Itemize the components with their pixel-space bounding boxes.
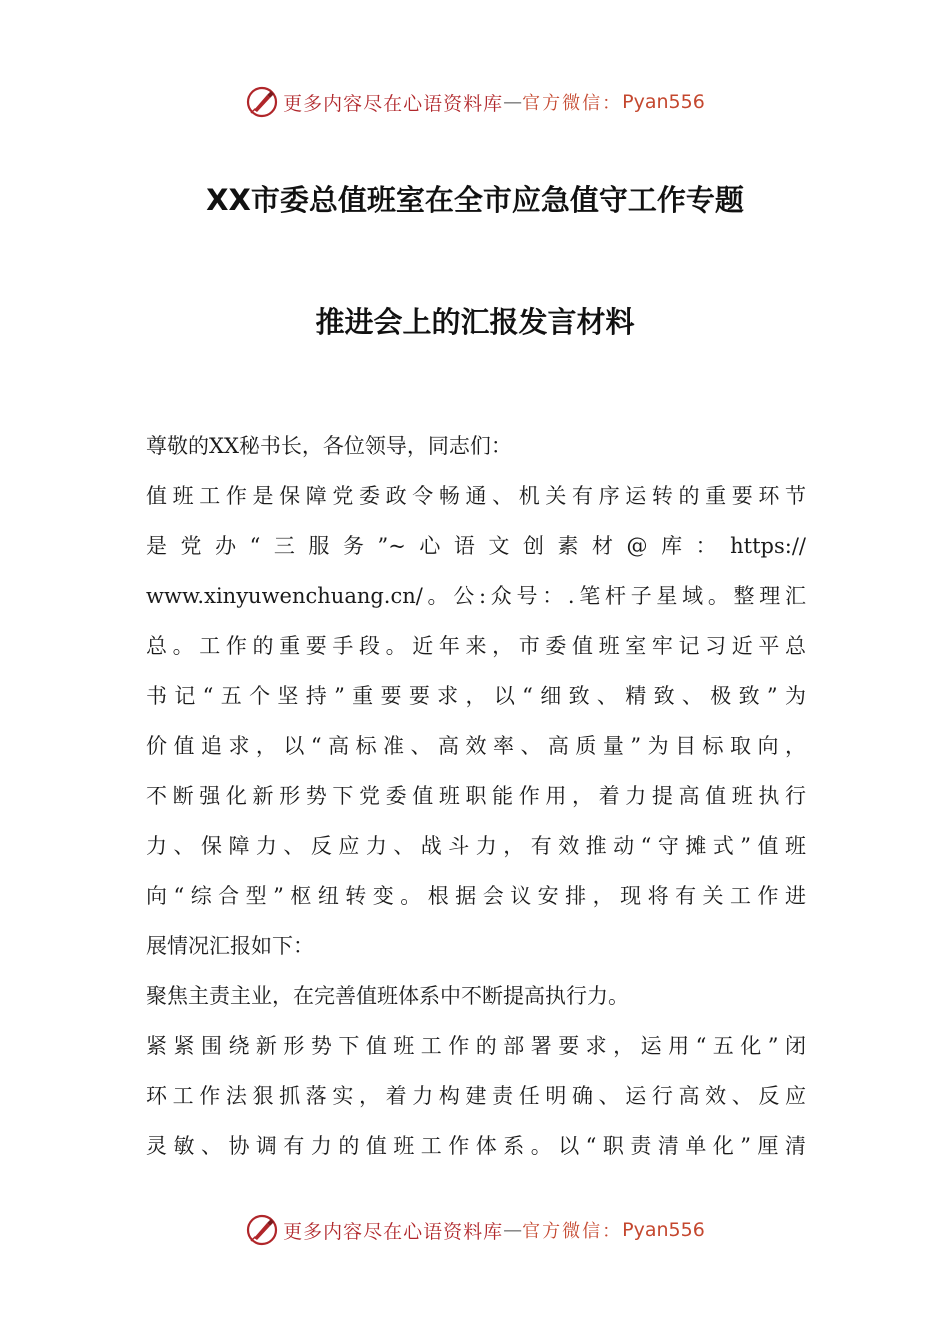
footer-watermark-banner [0,1210,950,1250]
body-line: 环工作法狠抓落实，着力构建责任明确、运行高效、反应 [146,1084,806,1108]
banner-wechat-label: 官方微信： [522,1221,623,1242]
body-line: 总。工作的重要手段。近年来，市委值班室牢记习近平总 [146,634,806,658]
banner-brand-text: 更多内容尽在心语资料库 [283,1220,504,1243]
banner-wechat-id: Pyan556 [622,1219,705,1241]
banner-dash: — [503,1219,523,1241]
body-line: 不断强化新形势下党委值班职能作用，着力提高值班执行 [146,784,806,808]
body-line: 价值追求，以“高标准、高效率、高质量”为目标取向， [146,734,806,758]
pen-logo-icon [245,85,279,119]
banner-wechat-id: Pyan556 [622,91,705,113]
body-line: 值班工作是保障党委政令畅通、机关有序运转的重要环节 [146,484,806,508]
document-title-line-2: 推进会上的汇报发言材料 [315,305,635,339]
header-watermark-banner [0,82,950,122]
body-line: 书记“五个坚持”重要要求，以“细致、精致、极致”为 [146,684,806,708]
pen-logo-icon [245,1213,279,1247]
section-heading-line: 聚焦主责主业，在完善值班体系中不断提高执行力。 [146,984,629,1008]
body-line: 向“综合型”枢纽转变。根据会议安排，现将有关工作进 [146,884,806,908]
banner-dash: — [503,91,523,113]
body-line: 灵敏、协调有力的值班工作体系。以“职责清单化”厘清 [146,1134,806,1158]
document-title-line-1: XX市委总值班室在全市应急值守工作专题 [206,183,744,217]
body-line: 紧紧围绕新形势下值班工作的部署要求，运用“五化”闭 [146,1034,806,1058]
body-line: www.xinyuwenchuang.cn/。公:众号：.笔杆子星域。整理汇 [146,584,806,608]
salutation-line: 尊敬的XX秘书长，各位领导，同志们： [146,434,512,458]
banner-brand-text: 更多内容尽在心语资料库 [283,92,504,115]
document-body [146,428,806,1178]
body-line: 展情况汇报如下： [146,934,314,958]
body-line: 是党办“三服务”~心语文创素材@库：https:// [146,534,806,558]
banner-wechat-label: 官方微信： [522,93,623,114]
body-line: 力、保障力、反应力、战斗力，有效推动“守摊式”值班 [146,834,806,858]
